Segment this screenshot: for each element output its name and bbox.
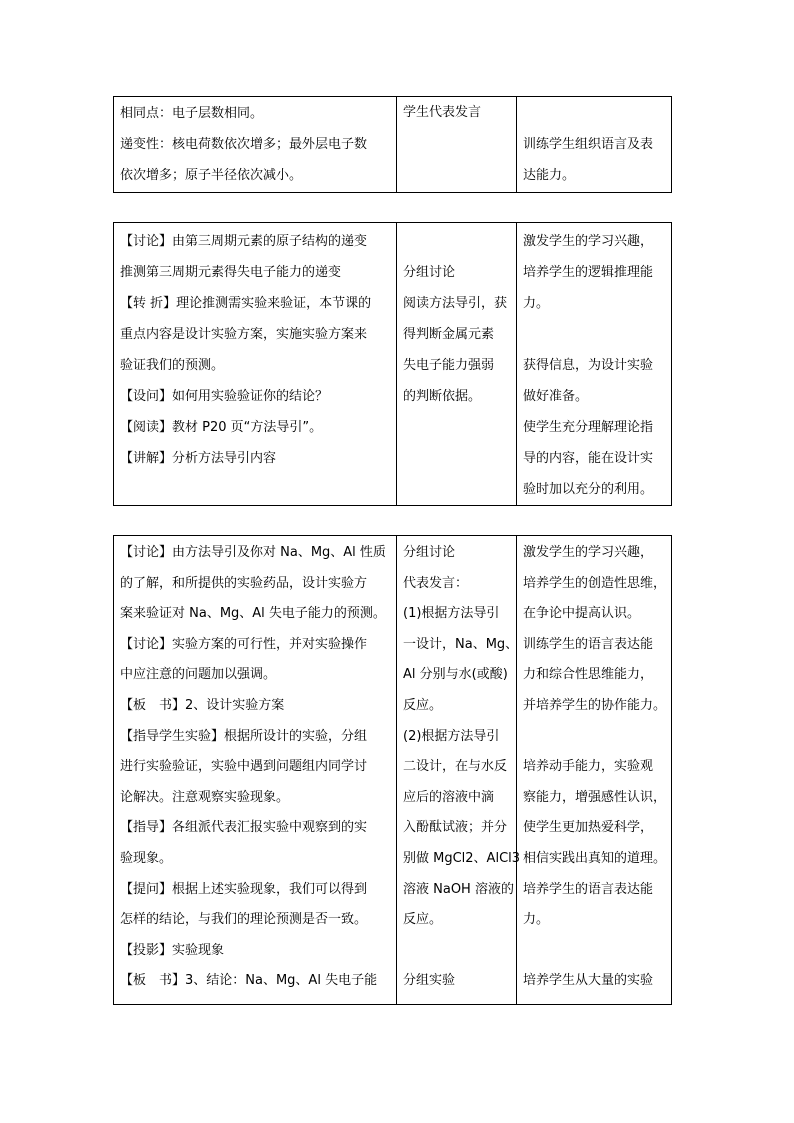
text-line: 分组讨论 <box>403 265 456 280</box>
text-line: 相同点：电子层数相同。 <box>120 106 264 121</box>
text-line: 【设问】如何用实验验证你的结论？ <box>120 389 329 404</box>
text-line: 分组实验 <box>403 973 456 989</box>
teacher-activity-cell <box>114 536 397 1005</box>
text-line: 培养动手能力，实验观 <box>523 759 654 775</box>
text-line: 的判断依据。 <box>403 389 482 404</box>
text-line: 【讨论】实验方案的可行性，并对实验操作 <box>120 636 368 652</box>
text-line: 在争论中提高认识。 <box>523 606 641 622</box>
text-line: 应后的溶液中滴 <box>403 789 495 805</box>
spacer <box>523 319 665 350</box>
text-line: 反应。 <box>403 912 443 928</box>
text-line: 导的内容，能在设计实 <box>523 451 654 466</box>
text-line: 培养学生的逻辑推理能 <box>523 265 654 280</box>
design-intent-cell <box>517 97 672 193</box>
text-line: 别做 MgCl2、AlCl3 <box>403 850 521 866</box>
text-line: (1)根据方法导引 <box>403 606 500 622</box>
text-line: 入酚酞试液；并分 <box>403 820 508 836</box>
text-line: 相信实践出真知的道理。 <box>523 850 667 866</box>
text-line: 失电子能力强弱 <box>403 358 495 373</box>
table-row <box>114 97 672 193</box>
text-line: 一设计，Na、Mg、 <box>403 636 519 652</box>
text-line: 做好准备。 <box>523 389 589 404</box>
text-line: 代表发言： <box>403 575 469 591</box>
text-line: 【讨论】由方法导引及你对 Na、Mg、Al 性质 <box>120 545 386 560</box>
student-activity-cell <box>397 223 517 506</box>
text-line: 使学生更加热爱科学， <box>523 820 654 836</box>
text-line: 达能力。 <box>523 168 576 183</box>
teacher-activity-cell <box>114 223 397 506</box>
text-line: 阅读方法导引，获 <box>403 296 508 311</box>
student-activity-cell <box>397 97 517 193</box>
text-line: 使学生充分理解理论指 <box>523 420 654 435</box>
text-line: 【指导学生实验】根据所设计的实验，分组 <box>120 728 368 744</box>
text-line: 【投影】实验现象 <box>120 942 225 958</box>
text-line: 案来验证对 Na、Mg、Al 失电子能力的预测。 <box>120 606 386 622</box>
lesson-table-2 <box>113 222 672 506</box>
text-line: 怎样的结论，与我们的理论预测是否一致。 <box>120 912 368 928</box>
text-line: 【提问】根据上述实验现象，我们可以得到 <box>120 881 368 897</box>
design-intent-cell <box>517 223 672 506</box>
text-line: 【讨论】由第三周期元素的原子结构的递变 <box>120 234 368 249</box>
text-line: 得判断金属元素 <box>403 327 495 342</box>
text-line: 获得信息，为设计实验 <box>523 358 654 373</box>
text-line: (2)根据方法导引 <box>403 728 500 744</box>
text-line: 【阅读】教材 P20 页“方法导引”。 <box>120 420 323 435</box>
text-line: 【板 书】2、设计实验方案 <box>120 697 285 713</box>
student-activity-cell <box>397 536 521 1005</box>
text-line: 力和综合性思维能力， <box>523 667 654 683</box>
text-line: 训练学生组织语言及表 <box>523 137 654 152</box>
text-line: 中应注意的问题加以强调。 <box>120 667 277 683</box>
text-line: 验证我们的预测。 <box>120 358 225 373</box>
spacer <box>523 722 665 753</box>
spacer <box>403 936 510 967</box>
text-line: 力。 <box>523 296 550 311</box>
design-intent-cell <box>517 536 672 1005</box>
text-line: 【板 书】3、结论：Na、Mg、Al 失电子能 <box>120 973 378 989</box>
text-line: 力。 <box>523 912 550 928</box>
text-line: 培养学生的语言表达能 <box>523 881 654 897</box>
text-line: 激发学生的学习兴趣， <box>523 234 654 249</box>
text-line: 培养学生从大量的实验 <box>523 973 654 989</box>
text-line: Al 分别与水(或酸) <box>403 667 508 683</box>
text-line: 依次增多；原子半径依次减小。 <box>120 168 303 183</box>
text-line: 学生代表发言 <box>403 105 482 120</box>
text-line: 验时加以充分的利用。 <box>523 482 654 497</box>
text-line: 递变性：核电荷数依次增多；最外层电子数 <box>120 137 368 152</box>
text-line: 论解决。注意观察实验现象。 <box>120 789 290 805</box>
text-line: 训练学生的语言表达能 <box>523 636 654 652</box>
table-row <box>114 223 672 506</box>
text-line: 【指导】各组派代表汇报实验中观察到的实 <box>120 820 368 836</box>
lesson-table-3 <box>113 535 672 1005</box>
text-line: 分组讨论 <box>403 545 456 560</box>
teacher-activity-cell <box>114 97 397 193</box>
text-line: 验现象。 <box>120 850 173 866</box>
lesson-table-1 <box>113 96 672 193</box>
text-line: 激发学生的学习兴趣， <box>523 545 654 560</box>
table-row <box>114 536 672 1005</box>
text-line: 溶液 NaOH 溶液的 <box>403 881 514 897</box>
text-line: 重点内容是设计实验方案，实施实验方案来 <box>120 327 368 342</box>
text-line: 【讲解】分析方法导引内容 <box>120 451 277 466</box>
text-line: 察能力，增强感性认识， <box>523 789 667 805</box>
text-line: 培养学生的创造性思维， <box>523 575 667 591</box>
spacer <box>523 936 665 967</box>
text-line: 进行实验验证，实验中遇到问题组内同学讨 <box>120 759 368 775</box>
text-line: 【转 折】理论推测需实验来验证，本节课的 <box>120 296 372 311</box>
text-line: 二设计，在与水反 <box>403 759 508 775</box>
text-line: 反应。 <box>403 697 443 713</box>
text-line: 推测第三周期元素得失电子能力的递变 <box>120 265 342 280</box>
text-line: 并培养学生的协作能力。 <box>523 697 667 713</box>
text-line: 的了解，和所提供的实验药品，设计实验方 <box>120 575 368 591</box>
